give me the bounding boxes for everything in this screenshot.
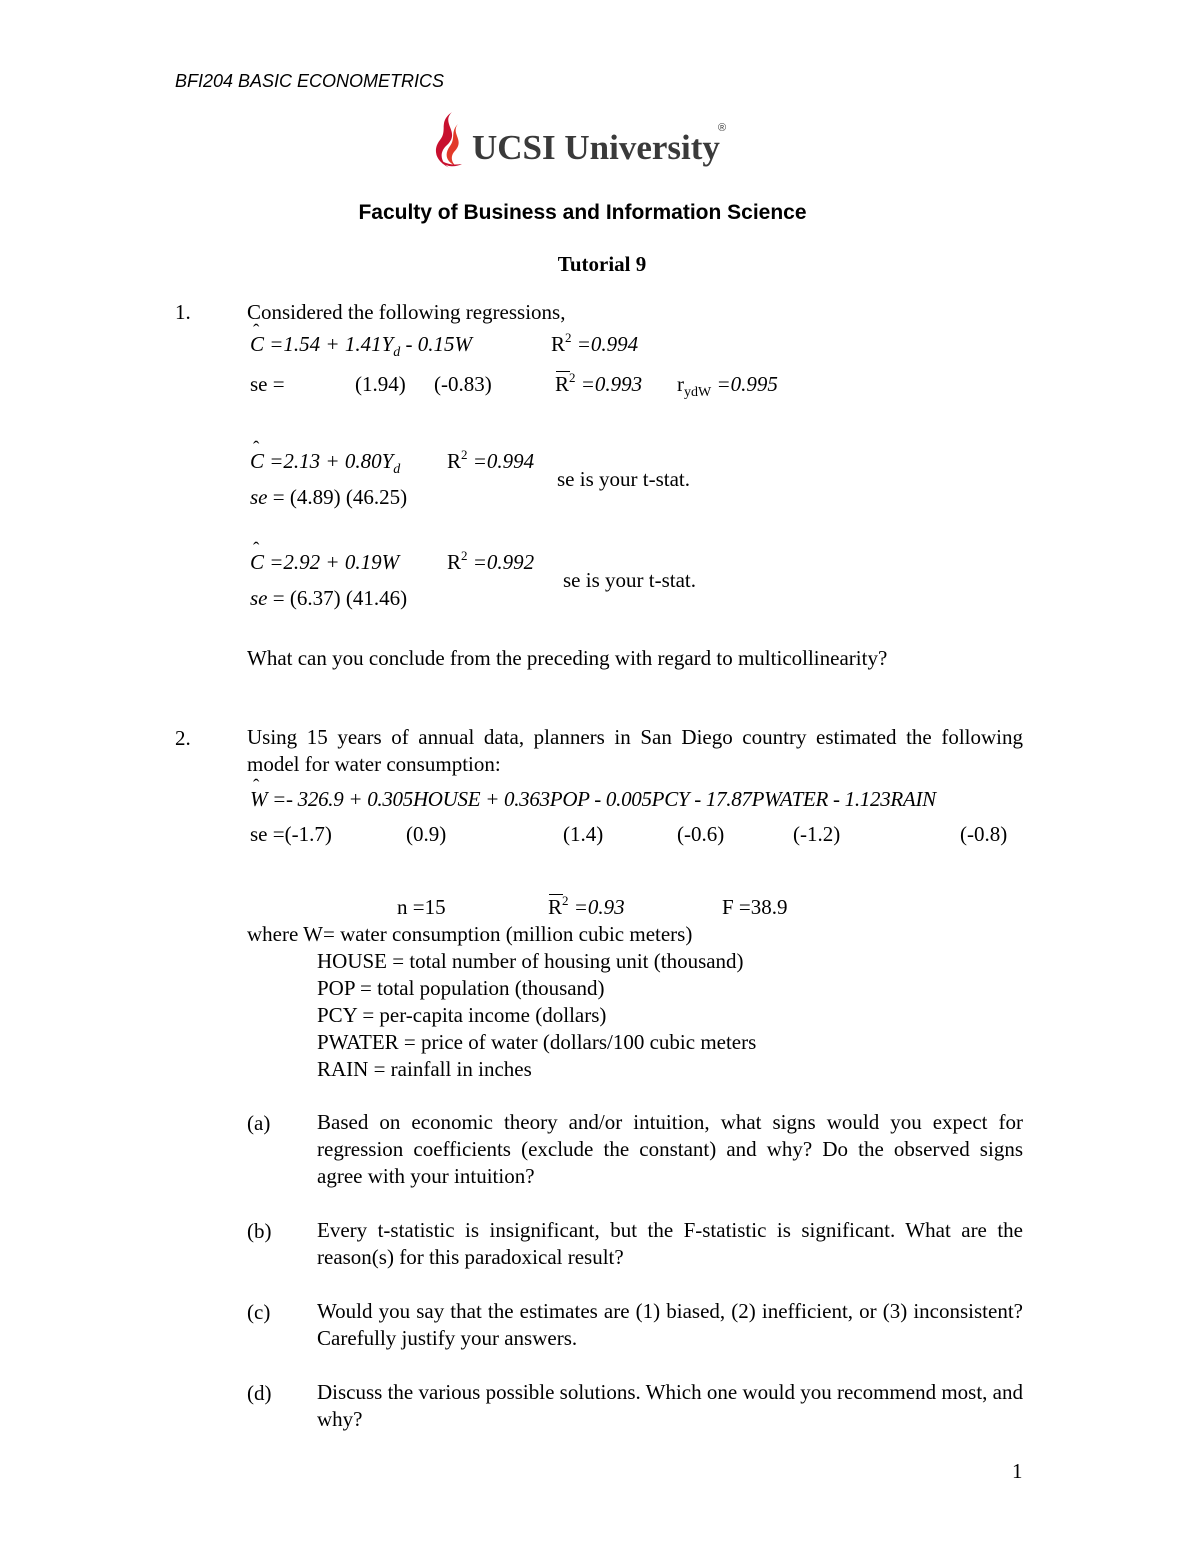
q2-intro: Using 15 years of annual data, planners in San Diego country estimated the following model for water consumption: [247,725,1023,776]
q1-reg1-adjusted-r2: $R^2 =0.993$ [555,370,643,396]
q1-reg1-se-label: se = [250,372,285,396]
q2-part-b-text: Every t-statistic is insignificant, but the F-statistic is significant. What are the reason(s) for this paradoxical result? [317,1218,1023,1269]
university-logo [432,108,732,174]
q2-model-equation: ˆ W =- 326.9 + 0.305HOUSE + 0.363POP - 0.005PCY - 17.87PWATER - 1.123RAIN [250,789,936,810]
q2-se-pwater: (-1.2) [793,822,841,846]
page-number: 1 [1012,1459,1023,1483]
q1-reg1-correlation: $r_{ydW} =0.995$ [677,372,778,400]
q2-part-c-text: Would you say that the estimates are (1) biased, (2) inefficient, or (3) inconsistent? Carefully justify your answers. [317,1299,1023,1350]
q1-question: What can you conclude from the preceding with regard to multicollinearity? [247,646,888,670]
q1-reg2-r2: $R^2 =0.994$ [447,447,535,473]
q2-part-d-text: Discuss the various possible solutions. Which one would you recommend most, and why? [317,1380,1023,1431]
q2-number: 2. [175,726,191,750]
q1-reg1-se1: (1.94) [355,372,406,396]
course-header: BFI204 BASIC ECONOMETRICS [175,71,445,91]
q2-part-a-label: (a) [247,1111,271,1135]
q1-reg1-r2: $R^2 =0.994$ [551,330,639,356]
q2-where: where W= water consumption (million cubic meters) [247,922,693,946]
q2-part-a-text: Based on economic theory and/or intuition, what signs would you expect for regression coefficients (exclude the constant) and why? Do the observed signs agree with your intuition? [317,1110,1023,1188]
q1-reg3-se: se = (6.37) (41.46) [250,586,408,610]
q2-part-c-label: (c) [247,1300,271,1324]
q1-reg2-note: se is your t-stat. [557,467,690,491]
q2-se-pcy: (-0.6) [677,822,725,846]
q2-adjusted-r2: $R^2 =0.93$ [548,893,625,919]
q1-number: 1. [175,300,191,324]
q2-se-pop: (1.4) [563,822,604,846]
q1-regression-2: ˆ $C =2.13 + 0.80Y_d$ [250,451,400,472]
tutorial-title: Tutorial 9 [557,252,647,276]
faculty-heading: Faculty of Business and Information Science [358,201,807,224]
q1-reg2-lhs: ˆ C [250,451,264,472]
q1-reg3-lhs: ˆ C [250,552,264,573]
q1-regression-1: ˆ $C =1.54 + 1.41Y_d - 0.15W$ [250,334,472,355]
q1-reg3-r2: $R^2 =0.992$ [447,548,535,574]
q2-se-house: (0.9) [406,822,447,846]
flame-logo-icon [432,110,470,170]
q2-se-rain: (-0.8) [960,822,1008,846]
q1-reg3-note: se is your t-stat. [563,568,696,592]
q1-intro: Considered the following regressions, [247,300,566,324]
q2-f-stat: F =38.9 [722,895,788,919]
q1-regression-3: ˆ C =2.92 + 0.19W [250,552,399,573]
q2-def-pcy: PCY = per-capita income (dollars) [317,1003,607,1027]
q2-model-lhs: ˆ W [250,789,267,810]
q2-se-label: se =(-1.7) [250,822,332,846]
q1-reg1-se2: (-0.83) [434,372,492,396]
q2-def-pwater: PWATER = price of water (dollars/100 cubic meters [317,1030,757,1054]
logo-wordmark: UCSI University [472,128,720,167]
q2-def-house: HOUSE = total number of housing unit (thousand) [317,949,744,973]
q2-def-rain: RAIN = rainfall in inches [317,1057,532,1081]
q2-part-b-label: (b) [247,1219,272,1243]
q1-reg1-lhs: ˆ C [250,334,264,355]
q2-def-pop: POP = total population (thousand) [317,976,605,1000]
q1-reg2-se: se = (4.89) (46.25) [250,485,408,509]
q2-part-d-label: (d) [247,1381,272,1405]
registered-mark: ® [718,122,727,134]
q2-n: n =15 [397,895,446,919]
